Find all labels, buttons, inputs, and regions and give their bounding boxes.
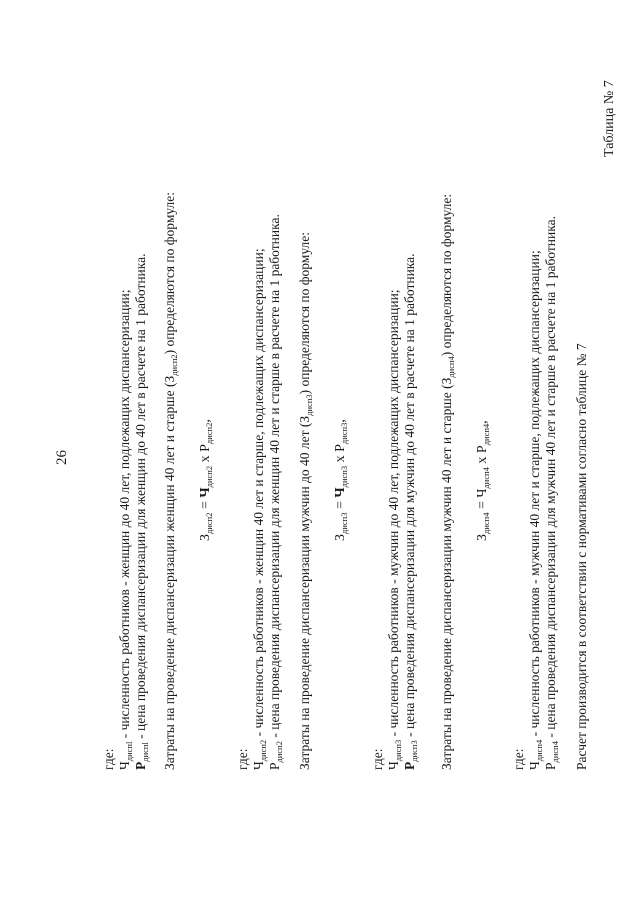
formula: $З_{дисп4} = Ч_{дисп4}$ x $Р_{дисп4}$, — [475, 420, 491, 541]
formula: $З_{дисп3} = Ч_{дисп3}$ x $Р_{дисп3}$, — [333, 419, 349, 541]
formula: $З_{дисп2} = Ч_{дисп2}$ x $Р_{дисп2}$, — [198, 419, 214, 541]
table-label: Таблица № 7 — [602, 80, 617, 157]
formula-intro: Затраты на проведение диспансеризации мужчин до 40 лет $(З_{дисп3})$ определяются по формуле: — [297, 232, 314, 770]
where-label: где: — [370, 748, 385, 770]
definition-line: $Р_{дисп3}$ - цена проведения диспансеризации для мужчин до 40 лет в расчете на 1 работника. — [402, 253, 419, 770]
definition-line: $Р_{дисп2}$ - цена проведения диспансеризации для женщин 40 лет и старше в расчете на 1 работника. — [267, 214, 284, 770]
definition-line: $Р_{диспl}$ - цена проведения диспансеризации для женщин до 40 лет в расчете на 1 работника. — [133, 253, 150, 770]
definition-line: $Ч_{дисп3}$ - численность работников - мужчин до 40 лет, подлежащих диспансеризации; — [386, 289, 403, 770]
page-number: 26 — [54, 450, 70, 465]
where-label: где: — [101, 748, 116, 770]
where-label: где: — [511, 748, 526, 770]
definition-line: $Ч_{дисп2}$ - численность работников - женщин 40 лет и старше, подлежащих диспансеризации; — [251, 248, 268, 770]
definition-line: $Р_{дисп4}$ - цена проведения диспансеризации для мужчин 40 лет и старше в расчете на 1 работника. — [543, 216, 560, 770]
formula-intro: Затраты на проведение диспансеризации мужчин 40 лет и старше $(З_{дисп4})$ определяются по формуле: — [439, 193, 456, 770]
definition-line: $Ч_{диспl}$ - численность работников - женщин до 40 лет, подлежащих диспансеризации; — [117, 289, 134, 770]
calculation-note: Расчет производится в соответствии с нормативами согласно таблице № 7 — [574, 343, 589, 770]
definition-line: $Ч_{дисп4}$ - численность работников - мужчин 40 лет и старше, подлежащих диспансеризации; — [527, 250, 544, 770]
formula-intro: Затраты на проведение диспансеризации женщин 40 лет и старше $(З_{дисп2})$ определяются по формуле: — [162, 191, 179, 770]
where-label: где: — [235, 748, 250, 770]
